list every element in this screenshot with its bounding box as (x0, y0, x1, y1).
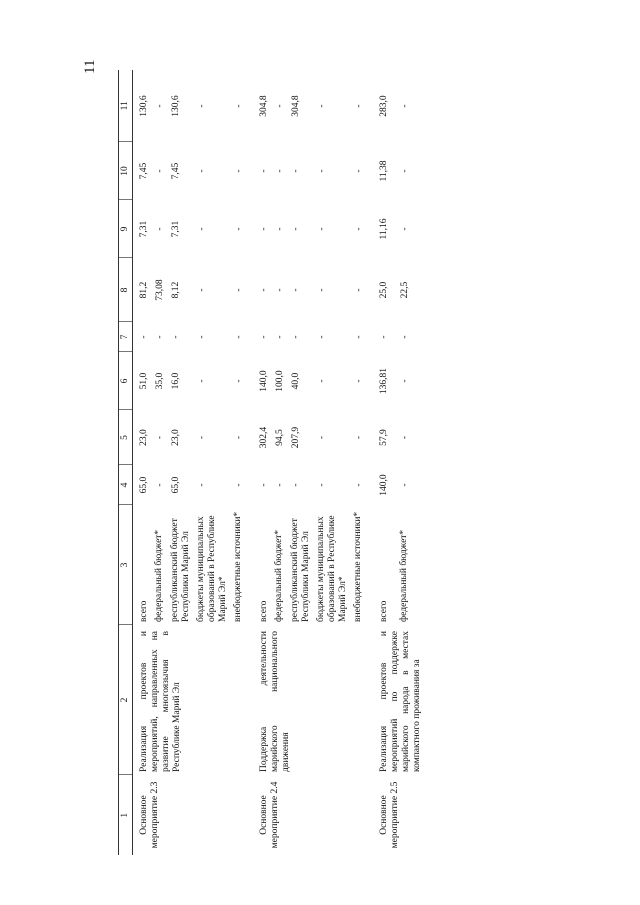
funding-source: федеральный бюджет* (399, 529, 410, 622)
amount-cell: 100,0 (275, 370, 285, 392)
amount-cell: 7,45 (139, 162, 149, 180)
activity-code: Основное мероприятие 2.5 (379, 781, 400, 849)
amount-cell: - (234, 227, 244, 231)
amount-cell: - (400, 104, 411, 108)
amount-cell: 35,0 (155, 372, 165, 390)
column-header: 7 (119, 322, 133, 352)
column-header: 9 (119, 200, 133, 258)
amount-cell: - (275, 288, 285, 292)
amount-cell: 140,0 (379, 474, 389, 496)
amount-cell: - (400, 379, 411, 383)
activity-code: Основное мероприятие 2.4 (259, 781, 280, 849)
table-row (133, 70, 153, 855)
activity-title: Поддержка деятельности марийского национального движения (259, 631, 291, 772)
amount-cell: 11,38 (379, 160, 389, 182)
column-header: 2 (119, 625, 133, 775)
activity-title: Реализация проектов и мероприятий, направленных на развитие многоязычия в Республике Марий Эл (139, 631, 182, 772)
column-number-row (119, 70, 133, 855)
amount-cell: - (275, 335, 285, 339)
amount-cell: - (354, 227, 364, 231)
amount-cell: 130,6 (139, 95, 149, 117)
amount-cell: - (197, 379, 207, 383)
amount-cell: - (234, 104, 244, 108)
amount-cell: - (354, 435, 364, 440)
table-row (253, 70, 272, 855)
amount-cell: - (317, 379, 327, 383)
activity-code: Основное мероприятие 2.3 (139, 781, 160, 849)
amount-cell: - (291, 169, 301, 173)
amount-cell: - (317, 288, 327, 292)
amount-cell: - (275, 227, 285, 231)
funding-table (118, 70, 425, 855)
amount-cell: - (400, 435, 411, 440)
funding-source: всего (379, 600, 389, 622)
amount-cell: - (155, 435, 165, 440)
amount-cell: - (317, 483, 327, 487)
amount-cell: - (354, 288, 364, 292)
amount-cell: - (155, 483, 165, 487)
amount-cell: 302,4 (259, 426, 269, 449)
amount-cell: - (400, 483, 411, 487)
amount-cell: - (234, 379, 244, 383)
amount-cell: - (291, 227, 301, 231)
amount-cell: - (317, 335, 327, 339)
amount-cell: - (155, 335, 165, 339)
amount-cell: - (234, 483, 244, 487)
amount-cell: - (197, 104, 207, 108)
amount-cell: - (197, 227, 207, 231)
amount-cell: - (317, 169, 327, 173)
amount-cell: 23,0 (139, 429, 149, 446)
page-number: 11 (82, 59, 98, 74)
amount-cell: - (400, 335, 411, 339)
column-header: 4 (119, 465, 133, 505)
amount-cell: 73,08 (155, 279, 165, 301)
activity-title: Реализация проектов и мероприятий по поддержке марийского народа в местах компактного проживания за (379, 631, 422, 772)
amount-cell: - (317, 435, 327, 440)
amount-cell: 7,45 (171, 162, 181, 180)
amount-cell: - (155, 104, 165, 108)
amount-cell: - (275, 104, 285, 108)
amount-cell: - (275, 483, 285, 487)
amount-cell: 8,12 (171, 281, 181, 299)
amount-cell: - (400, 169, 411, 173)
amount-cell: - (291, 483, 301, 487)
funding-source: всего (139, 600, 149, 622)
amount-cell: - (197, 435, 207, 440)
amount-cell: - (259, 169, 269, 173)
table-body (133, 70, 426, 855)
amount-cell: 11,16 (379, 218, 389, 240)
amount-cell: 23,0 (171, 429, 181, 446)
amount-cell: 7,31 (139, 220, 149, 238)
amount-cell: 140,0 (259, 370, 269, 392)
amount-cell: 7,31 (171, 220, 181, 238)
amount-cell: 94,5 (275, 429, 285, 446)
funding-source: бюджеты муниципальных образований в Республике Марий Эл* (196, 515, 228, 622)
amount-cell: 25,0 (379, 281, 389, 299)
funding-source: республиканский бюджет Республики Марий Эл (170, 518, 191, 622)
funding-source: всего (259, 600, 269, 622)
amount-cell: 57,9 (379, 429, 389, 446)
amount-cell: - (197, 483, 207, 487)
amount-cell: 136,81 (379, 367, 389, 395)
amount-cell: - (155, 169, 165, 173)
amount-cell: 130,6 (171, 95, 181, 117)
amount-cell: - (317, 227, 327, 231)
amount-cell: - (171, 335, 181, 339)
amount-cell: - (379, 335, 389, 339)
amount-cell: 81,2 (139, 281, 149, 299)
amount-cell: 16,0 (171, 372, 181, 390)
column-header: 6 (119, 352, 133, 410)
amount-cell: - (400, 227, 411, 231)
amount-cell: - (275, 169, 285, 173)
amount-cell: 304,8 (259, 95, 269, 117)
funding-source: федеральный бюджет* (154, 529, 164, 622)
amount-cell: - (197, 335, 207, 339)
funding-source: республиканский бюджет Республики Марий Эл (290, 518, 311, 622)
funding-source: внебюджетные источники* (353, 511, 363, 622)
funding-source: внебюджетные источники* (233, 511, 243, 622)
amount-cell: - (234, 288, 244, 292)
column-header: 1 (119, 775, 133, 855)
amount-cell: - (259, 335, 269, 339)
column-header: 10 (119, 142, 133, 200)
amount-cell: 65,0 (171, 476, 181, 494)
amount-cell: - (234, 335, 244, 339)
amount-cell: - (197, 288, 207, 292)
column-header: 5 (119, 410, 133, 465)
amount-cell: 65,0 (139, 476, 149, 494)
funding-source: бюджеты муниципальных образований в Республике Марий Эл* (316, 515, 348, 622)
amount-cell: - (354, 104, 364, 108)
amount-cell: 207,9 (291, 426, 301, 449)
funding-source: федеральный бюджет* (274, 529, 284, 622)
table-row (373, 70, 397, 855)
amount-cell: - (234, 435, 244, 440)
rotated-table-area (118, 70, 638, 855)
amount-cell: - (259, 483, 269, 487)
amount-cell: - (155, 227, 165, 231)
amount-cell: - (234, 169, 244, 173)
amount-cell: 304,8 (291, 95, 301, 117)
amount-cell: 22,5 (400, 281, 411, 299)
amount-cell: - (291, 288, 301, 292)
amount-cell: - (291, 335, 301, 339)
amount-cell: - (259, 288, 269, 292)
amount-cell: - (139, 335, 149, 339)
column-header: 8 (119, 258, 133, 322)
amount-cell: 40,0 (291, 372, 301, 390)
amount-cell: - (354, 379, 364, 383)
amount-cell: - (354, 335, 364, 339)
amount-cell: - (259, 227, 269, 231)
amount-cell: - (354, 169, 364, 173)
amount-cell: - (354, 483, 364, 487)
column-header: 11 (119, 70, 133, 142)
amount-cell: - (317, 104, 327, 108)
amount-cell: 283,0 (379, 95, 389, 117)
amount-cell: 51,0 (139, 372, 149, 390)
amount-cell: - (197, 169, 207, 173)
column-header: 3 (119, 505, 133, 625)
